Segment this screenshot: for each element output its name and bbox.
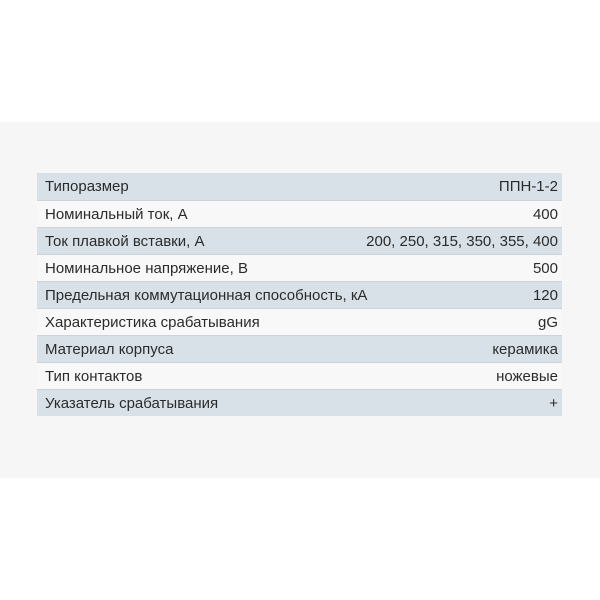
spec-label: Ток плавкой вставки, А [45,232,205,250]
spec-row-trip-indicator [37,389,562,416]
spec-value: ППН-1-2 [498,178,558,195]
spec-value: керамика [492,340,558,358]
spec-value: 400 [532,205,558,223]
spec-row-contact-type [37,362,562,389]
spec-row-rated-current [37,200,562,227]
spec-row-body-material [37,335,562,362]
spec-label: Предельная коммутационная способность, кА [45,286,368,304]
spec-row-breaking-capacity [37,281,562,308]
spec-row-size [37,173,562,200]
spec-label: Типоразмер [45,178,129,195]
spec-value: 120 [532,286,558,304]
spec-label: Номинальный ток, А [45,205,188,223]
spec-value: 500 [532,259,558,277]
spec-row-fuse-current [37,227,562,254]
spec-label: Тип контактов [45,367,143,385]
spec-table [37,173,562,416]
spec-label: Материал корпуса [45,340,174,358]
spec-value: 200, 250, 315, 350, 355, 400 [366,232,558,250]
spec-label: Характеристика срабатывания [45,313,260,331]
spec-label: Указатель срабатывания [45,394,219,412]
spec-value: gG [537,313,558,331]
spec-row-rated-voltage [37,254,562,281]
spec-row-tripping-characteristic [37,308,562,335]
spec-label: Номинальное напряжение, В [45,259,248,277]
spec-value: ножевые [496,367,558,385]
spec-value: + [549,394,558,412]
